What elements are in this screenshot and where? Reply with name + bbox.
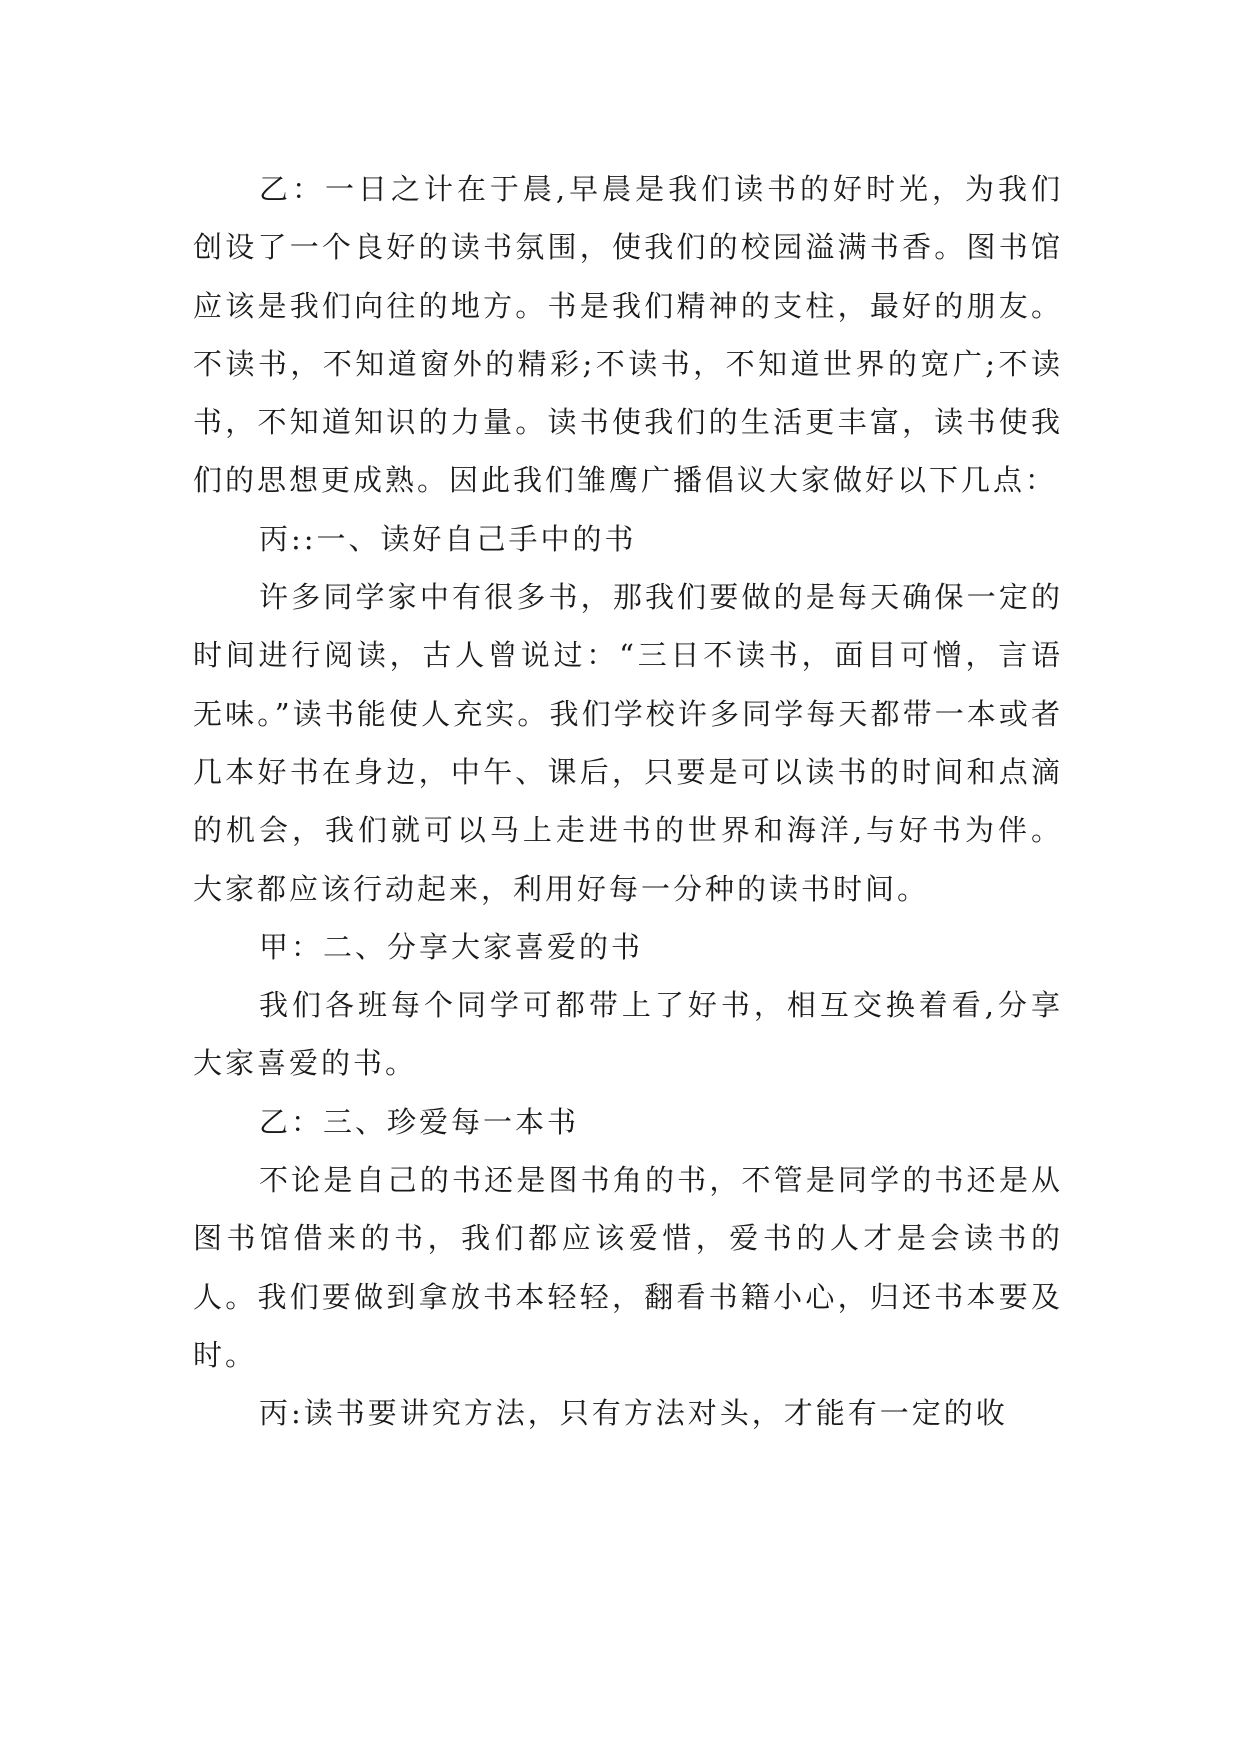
paragraph-cherish-books: 不论是自己的书还是图书角的书，不管是同学的书还是从图书馆借来的书，我们都应该爱惜，爱书的人才是会读书的人。我们要做到拿放书本轻轻，翻看书籍小心，归还书本要及时。	[193, 1163, 1063, 1372]
paragraph-reading-time: 乙：一日之计在于晨,早晨是我们读书的好时光，为我们创设了一个良好的读书氛围，使我们的校园溢满书香。图书馆应该是我们向往的地方。书是我们精神的支柱，最好的朋友。不读书，不知道窗外的精彩;不读书，不知道世界的宽广;不读书，不知道知识的力量。读书使我们的生活更丰富，读书使我们的思想更成熟。因此我们雏鹰广播倡议大家做好以下几点：	[193, 172, 1063, 498]
heading-read-own-books: 丙::一、读好自己手中的书	[259, 521, 637, 556]
document-body	[193, 160, 1063, 1443]
paragraph-daily-reading: 许多同学家中有很多书，那我们要做的是每天确保一定的时间进行阅读，古人曾说过：“三日不读书，面目可憎，言语无味。”读书能使人充实。我们学校许多同学每天都带一本或者几本好书在身边，中午、课后，只要是可以读书的时间和点滴的机会，我们就可以马上走进书的世界和海洋,与好书为伴。大家都应该行动起来，利用好每一分种的读书时间。	[193, 580, 1063, 906]
heading-share-books: 甲：二、分享大家喜爱的书	[259, 929, 644, 964]
heading-cherish-books: 乙：三、珍爱每一本书	[259, 1104, 580, 1139]
paragraph-share-books: 我们各班每个同学可都带上了好书，相互交换着看,分享大家喜爱的书。	[193, 988, 1063, 1081]
paragraph-reading-method: 丙:读书要讲究方法，只有方法对头，才能有一定的收	[259, 1396, 1008, 1431]
